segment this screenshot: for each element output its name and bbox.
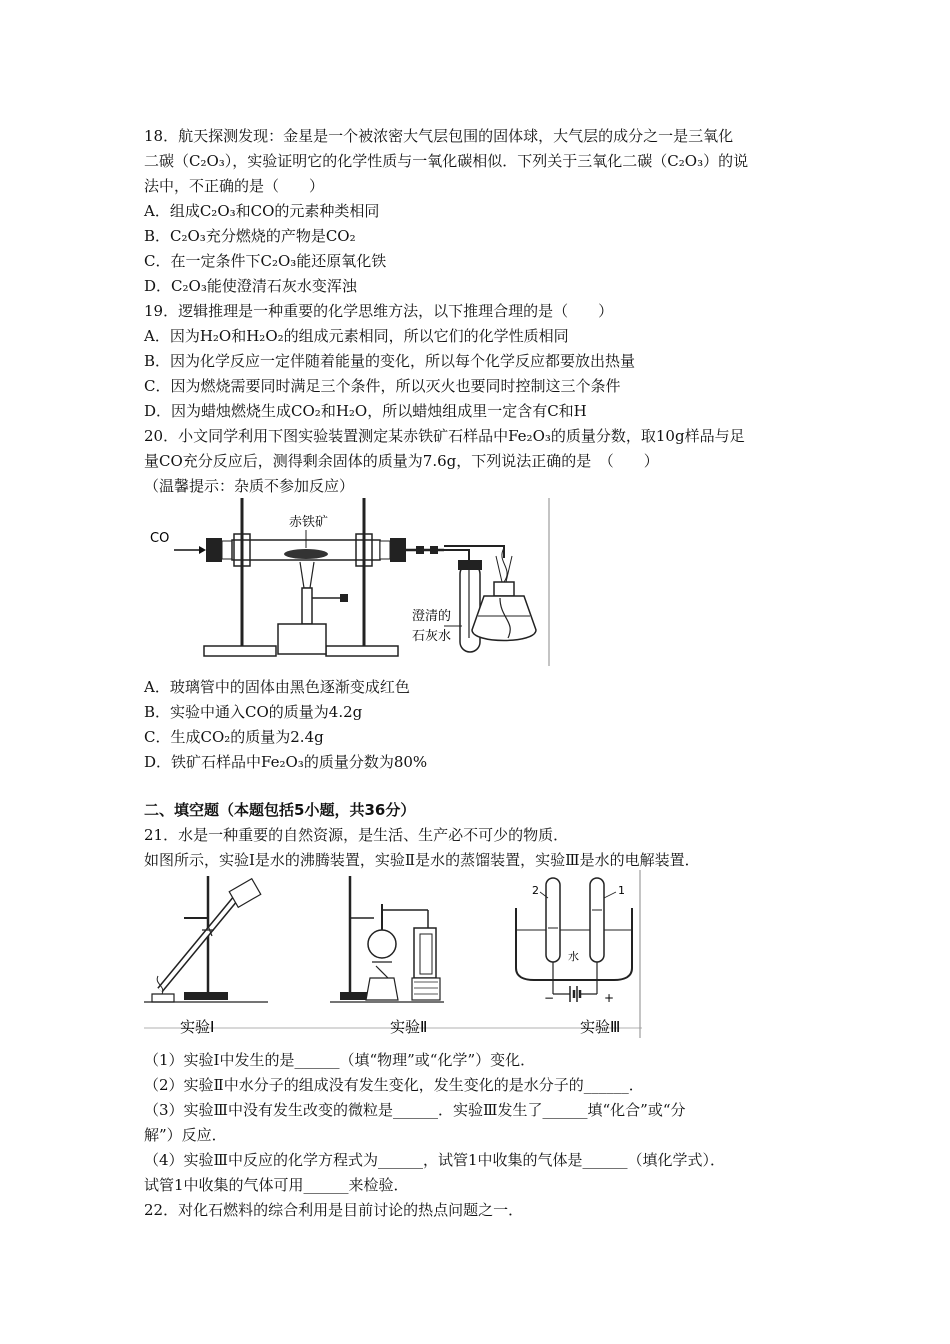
limewater-label-line-1: 澄清的 [412, 609, 452, 624]
co-label: CO [150, 531, 170, 546]
q21-part-2: （2）实验Ⅱ中水分子的组成没有发生变化，发生变化的是水分子的______． [144, 1076, 644, 1094]
experiment-3-electrolysis-apparatus [516, 870, 640, 1038]
test-tube-1 [590, 878, 604, 962]
q18-option-d: D．C₂O₃能使澄清石灰水变浑浊 [144, 277, 357, 295]
q20-option-d: D．铁矿石样品中Fe₂O₃的质量分数为80% [144, 753, 428, 771]
lamp-flame [496, 556, 512, 582]
left-stand-base [204, 646, 276, 656]
right-stand-base [326, 646, 398, 656]
q19-option-d: D．因为蜡烛燃烧生成CO₂和H₂O，所以蜡烛组成里一定含有C和H [144, 402, 587, 420]
q19-option-c: C．因为燃烧需要同时满足三个条件，所以灭火也要同时控制这三个条件 [144, 377, 621, 395]
q20-stem-line-2: 量CO充分反应后，测得剩余固体的质量为7.6g，下列说法正确的是 （ ） [144, 452, 659, 470]
q19-option-a: A．因为H₂O和H₂O₂的组成元素相同，所以它们的化学性质相同 [144, 327, 569, 345]
burner-base [278, 624, 326, 654]
q18-stem-line-3: 法中，不正确的是（ ） [144, 177, 325, 195]
q20-hint: （温馨提示：杂质不参加反应） [144, 477, 355, 495]
limewater-label-line-2: 石灰水 [412, 629, 452, 644]
right-stopper [390, 538, 406, 562]
q20-option-a: A．玻璃管中的固体由黑色逐渐变成红色 [144, 678, 410, 696]
co-reduction-apparatus-figure [144, 498, 552, 666]
q18-stem-line-2: 二碳（C₂O₃），实验证明它的化学性质与一氧化碳相似．下列关于三氧化二碳（C₂O₃）的说 [144, 152, 749, 170]
q19-stem: 19．逻辑推理是一种重要的化学思维方法，以下推理合理的是（ ） [144, 302, 614, 320]
ore-label: 赤铁矿 [289, 515, 329, 530]
q18-option-a: A．组成C₂O₃和CO的元素种类相同 [144, 202, 380, 220]
q20-option-b: B．实验中通入CO的质量为4.2g [144, 703, 363, 721]
section-2-title: 二、填空题（本题包括5小题，共36分） [144, 801, 416, 819]
q21-stem-line-1: 21．水是一种重要的自然资源，是生活、生产必不可少的物质． [144, 826, 569, 844]
q21-stem-line-2: 如图所示，实验Ⅰ是水的沸腾装置，实验Ⅱ是水的蒸馏装置，实验Ⅲ是水的电解装置． [144, 851, 700, 869]
minus-label: − [544, 991, 555, 1005]
experiment-1-boiling-apparatus [144, 876, 268, 1002]
water-experiments-figure [144, 870, 642, 1038]
q21-part-1: （1）实验Ⅰ中发生的是______（填“物理”或“化学”）变化． [144, 1051, 536, 1069]
q22-stem: 22．对化石燃料的综合利用是目前讨论的热点问题之一． [144, 1201, 524, 1219]
electrolysis-trough [516, 908, 632, 980]
q19-option-b: B．因为化学反应一定伴随着能量的变化，所以每个化学反应都要放出热量 [144, 352, 636, 370]
hematite-sample [284, 549, 328, 559]
q20-option-c: C．生成CO₂的质量为2.4g [144, 728, 324, 746]
tube-1-label: 1 [618, 884, 625, 897]
q21-part-4-line-2: 试管1中收集的气体可用______来检验． [144, 1176, 409, 1194]
plus-label: + [604, 991, 615, 1005]
co-reduction-apparatus-diagram [144, 498, 552, 666]
q18-option-b: B．C₂O₃充分燃烧的产物是CO₂ [144, 227, 356, 245]
experiment-2-caption: 实验Ⅱ [390, 1018, 428, 1036]
q21-part-3-line-1: （3）实验Ⅲ中没有发生改变的微粒是______．实验Ⅲ发生了______填“化合”或“分 [144, 1101, 686, 1119]
water-label: 水 [568, 950, 579, 963]
q18-stem-line-1: 18．航天探测发现：金星是一个被浓密大气层包围的固体球，大气层的成分之一是三氧化 [144, 127, 734, 145]
q20-stem-line-1: 20．小文同学利用下图实验装置测定某赤铁矿石样品中Fe₂O₃的质量分数，取10g样品与足 [144, 427, 745, 445]
test-tube-2 [546, 878, 560, 962]
co-arrow-icon [199, 546, 206, 554]
burner-tube [302, 588, 312, 624]
water-experiments-diagram [144, 870, 642, 1038]
tube-2-label: 2 [532, 884, 539, 897]
alcohol-lamp [472, 596, 536, 641]
left-stopper [206, 538, 222, 562]
experiment-1-caption: 实验Ⅰ [180, 1018, 215, 1036]
distillation-lamp [366, 978, 398, 1000]
experiment-2-distillation-apparatus [330, 876, 444, 1002]
q21-part-3-line-2: 解”）反应． [144, 1126, 227, 1144]
q21-part-4-line-1: （4）实验Ⅲ中反应的化学方程式为______，试管1中收集的气体是______（填化学式）． [144, 1151, 726, 1169]
experiment-3-caption: 实验Ⅲ [580, 1018, 621, 1036]
q18-option-c: C．在一定条件下C₂O₃能还原氧化铁 [144, 252, 387, 270]
limewater-test-tube [460, 564, 480, 652]
flame [300, 562, 314, 588]
distillation-flask [368, 930, 396, 958]
